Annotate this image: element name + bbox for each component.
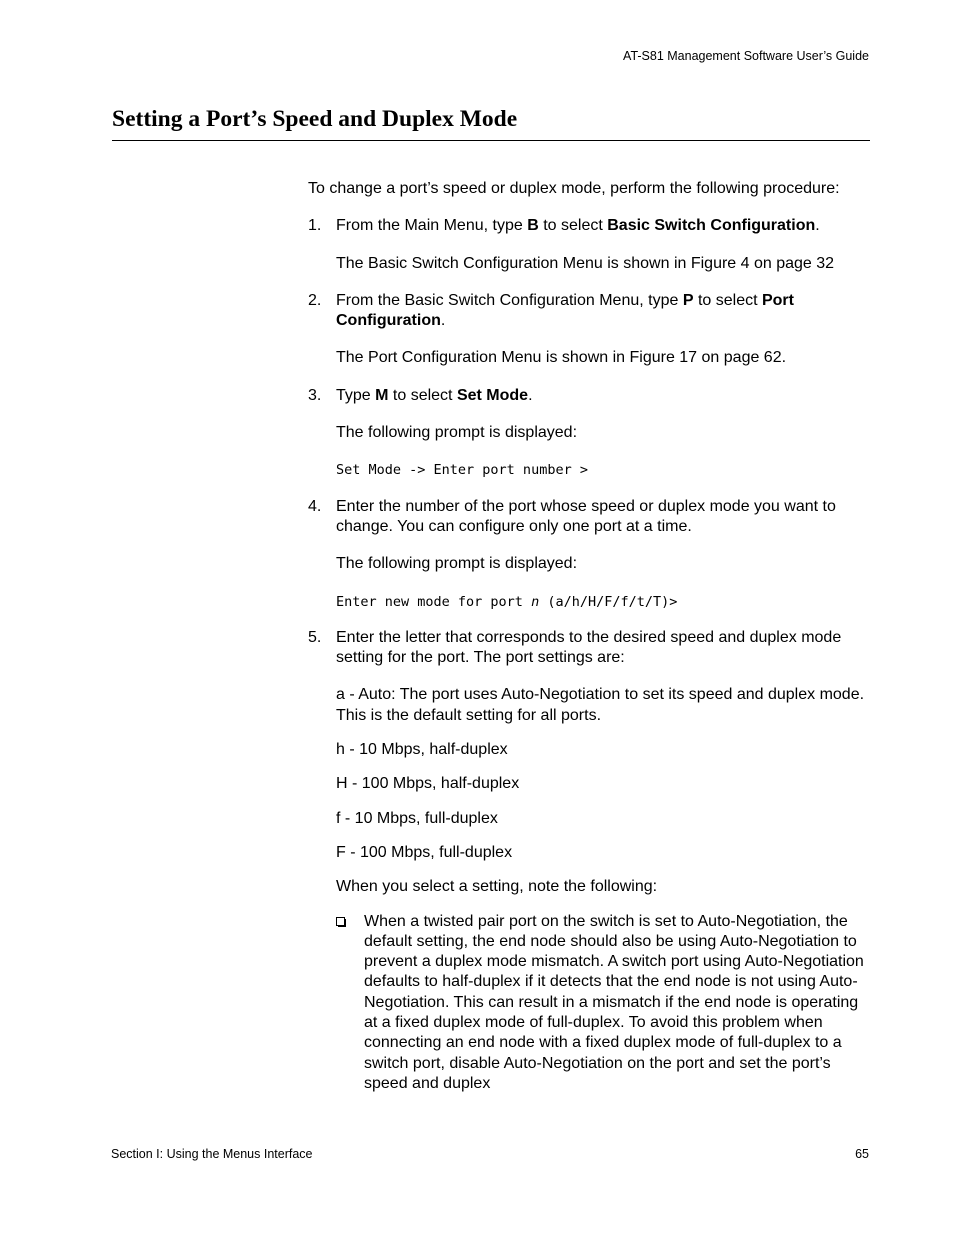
footer-section: Section I: Using the Menus Interface — [111, 1147, 313, 1161]
port-variable: n — [531, 593, 540, 610]
step-2 — [308, 291, 874, 369]
step-number: 5. — [308, 628, 322, 646]
step-note: The following prompt is displayed: — [336, 555, 578, 573]
running-header: AT-S81 Management Software User’s Guide — [623, 49, 869, 63]
step-number: 4. — [308, 497, 322, 515]
procedure-body — [308, 179, 874, 1094]
step-number: 3. — [308, 386, 322, 404]
key-b: B — [527, 217, 539, 235]
key-p: P — [682, 291, 694, 309]
step-number: 2. — [308, 291, 322, 309]
step-5 — [308, 628, 874, 1094]
prompt-code: Set Mode -> Enter port number > — [336, 462, 588, 479]
page-number: 65 — [855, 1147, 869, 1161]
menu-option: Port Configuration — [336, 291, 794, 330]
setting-item: a - Auto: The port uses Auto-Negotiation to set its speed and duplex mode. This is the default setting for all ports. — [336, 686, 865, 724]
step-text: From the Basic Switch Configuration Menu, type P to select Port Configuration. — [336, 291, 794, 330]
step-note: The following prompt is displayed: — [336, 424, 578, 442]
setting-item: F - 100 Mbps, full-duplex — [336, 843, 513, 861]
step-3 — [308, 386, 874, 481]
intro-paragraph: To change a port’s speed or duplex mode, perform the following procedure: — [308, 180, 840, 197]
section-title: Setting a Port’s Speed and Duplex Mode — [112, 106, 518, 132]
checkbox-bullet-icon — [336, 917, 345, 926]
step-text: From the Main Menu, type B to select Basic Switch Configuration. — [336, 217, 820, 235]
title-rule — [112, 140, 870, 141]
key-m: M — [375, 386, 389, 404]
bullet-item — [336, 912, 874, 1095]
step-4 — [308, 497, 874, 612]
step-note: When you select a setting, note the following: — [336, 878, 658, 896]
step-1 — [308, 216, 874, 274]
step-note: The Port Configuration Menu is shown in Figure 17 on page 62. — [336, 349, 787, 367]
step-note: The Basic Switch Configuration Menu is shown in Figure 4 on page 32 — [336, 254, 835, 272]
setting-item: H - 100 Mbps, half-duplex — [336, 775, 520, 793]
step-text: Enter the letter that corresponds to the desired speed and duplex mode setting for the port. The port settings are: — [336, 628, 842, 667]
setting-item: f - 10 Mbps, full-duplex — [336, 809, 498, 827]
menu-option: Basic Switch Configuration — [607, 217, 816, 235]
setting-item: h - 10 Mbps, half-duplex — [336, 741, 508, 759]
prompt-code: Enter new mode for port n (a/h/H/F/f/t/T)> — [336, 593, 678, 610]
menu-option: Set Mode — [456, 386, 529, 404]
step-text: Enter the number of the port whose speed or duplex mode you want to change. You can configure only one port at a time. — [336, 497, 836, 535]
step-text: Type M to select Set Mode. — [336, 386, 533, 404]
bullet-text: When a twisted pair port on the switch is set to Auto-Negotiation, the default setting, the end node should also be using Auto-Negotiation to prevent a duplex mode mismatch. A switch port using Auto-Negotiation defaults to half-duplex if it detects that the end node is not using Auto-Negotiation. This can result in a mismatch if the end node is operating at a fixed duplex mode of full-duplex. To avoid this problem when connecting an end node with a fixed duplex mode of full-duplex to a switch port, disable Auto-Negotiation on the port and set the port’s speed and duplex — [364, 912, 864, 1092]
step-number: 1. — [308, 217, 322, 235]
